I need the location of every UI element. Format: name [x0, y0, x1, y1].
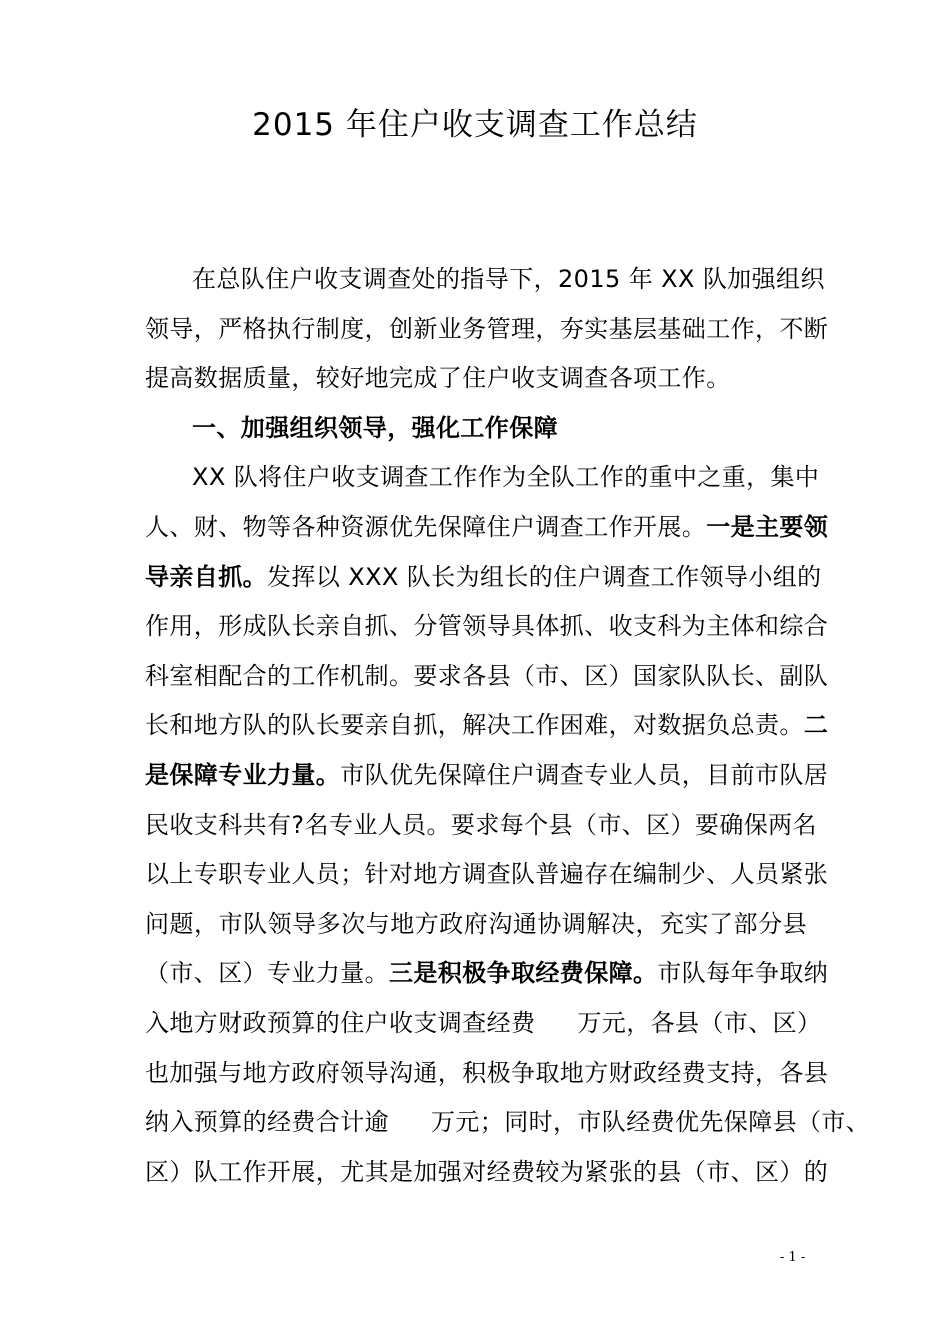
body-text: 万元；同时，市队经费优先保障县（市、	[431, 1108, 871, 1137]
body-text: 发挥以 XXX 队长为组长的住户调查工作领导小组的	[267, 562, 822, 591]
body-line	[145, 751, 829, 801]
document-body	[145, 255, 871, 1197]
body-text: 万元，各县（市、区）	[577, 1008, 822, 1037]
body-text: 市队每年争取纳	[657, 959, 829, 988]
body-line: 以上专职专业人员；针对地方调查队普遍存在编制少、人员紧张	[145, 860, 829, 889]
bold-point-heading: 是保障专业力量。	[145, 760, 341, 789]
body-line: 区）队工作开展，尤其是加强对经费较为紧张的县（市、区）的	[145, 1157, 829, 1186]
body-text: 市队优先保障住户调查专业人员，目前市队居	[340, 760, 829, 789]
bold-point-heading: 二	[803, 711, 829, 740]
section-heading: 一、加强组织领导，强化工作保障	[192, 413, 558, 442]
body-line	[145, 553, 822, 603]
body-line	[145, 701, 829, 751]
body-line: 作用，形成队长亲自抓、分管领导具体抓、收支科为主体和综合	[145, 612, 829, 641]
body-line	[145, 1098, 871, 1148]
intro-line-2: 领导，严格执行制度，创新业务管理，夯实基层基础工作，不断	[145, 314, 829, 343]
body-line: 也加强与地方政府领导沟通，积极争取地方财政经费支持，各县	[145, 1058, 829, 1087]
body-line: 民收支科共有?名专业人员。要求每个县（市、区）要确保两名	[145, 810, 817, 839]
body-text: 长和地方队的队长要亲自抓，解决工作困难，对数据负总责。	[145, 711, 804, 740]
body-text: （市、区）专业力量。	[145, 959, 389, 988]
document-title: 2015 年住户收支调查工作总结	[252, 107, 698, 143]
bold-point-heading: 导亲自抓。	[145, 562, 267, 591]
body-text: 纳入预算的经费合计逾	[145, 1108, 389, 1137]
body-line: 问题，市队领导多次与地方政府沟通协调解决，充实了部分县	[145, 909, 807, 938]
body-line: 科室相配合的工作机制。要求各县（市、区）国家队队长、副队	[145, 661, 829, 690]
intro-line-3: 提高数据质量，较好地完成了住户收支调查各项工作。	[145, 364, 731, 393]
body-text: 人、财、物等各种资源优先保障住户调查工作开展。	[145, 512, 707, 541]
bold-point-heading: 一是主要领	[706, 512, 829, 541]
body-line	[145, 503, 829, 553]
body-line	[145, 949, 829, 999]
body-text: 入地方财政预算的住户收支调查经费	[145, 1008, 536, 1037]
body-line	[145, 999, 822, 1049]
bold-point-heading: 三是积极争取经费保障。	[389, 959, 658, 988]
intro-line-1: 在总队住户收支调查处的指导下，2015 年 XX 队加强组织	[192, 265, 825, 293]
page-number: - 1 -	[780, 1250, 806, 1265]
body-line: XX 队将住户收支调查工作作为全队工作的重中之重，集中	[192, 463, 820, 492]
